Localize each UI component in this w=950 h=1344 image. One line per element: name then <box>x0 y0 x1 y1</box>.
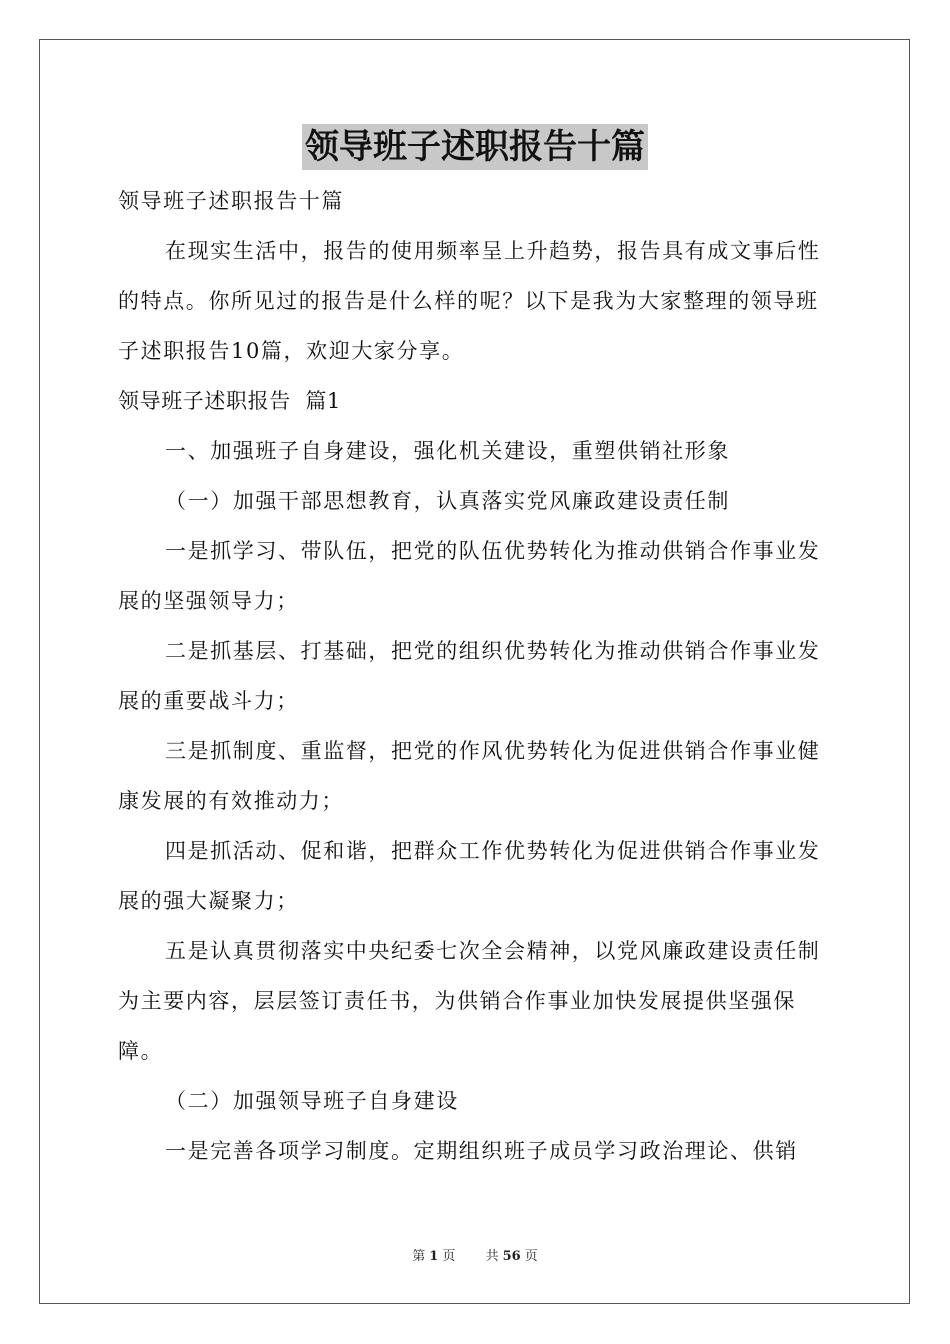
document-body <box>118 176 836 1176</box>
title-area <box>0 124 950 170</box>
page-suffix: 页 <box>442 1249 456 1264</box>
paragraph: 二是抓基层、打基础，把党的组织优势转化为推动供销合作事业发展的重要战斗力； <box>118 639 821 713</box>
paragraph: （二）加强领导班子自身建设 <box>165 1089 459 1113</box>
total-prefix: 共 <box>485 1249 499 1264</box>
paragraph: 在现实生活中，报告的使用频率呈上升趋势，报告具有成文事后性的特点。你所见过的报告是什么样的呢？以下是我为大家整理的领导班子述职报告10篇，欢迎大家分享。 <box>118 239 821 363</box>
total-suffix: 页 <box>524 1249 538 1264</box>
paragraph: 四是抓活动、促和谐，把群众工作优势转化为促进供销合作事业发展的强大凝聚力； <box>118 839 821 913</box>
page-number: 1 <box>429 1249 439 1264</box>
page-footer <box>0 1245 950 1264</box>
total-pages: 56 <box>502 1249 521 1264</box>
page-prefix: 第 <box>412 1249 426 1264</box>
paragraph: （一）加强干部思想教育，认真落实党风廉政建设责任制 <box>165 489 730 513</box>
paragraph: 一是抓学习、带队伍，把党的队伍优势转化为推动供销合作事业发展的坚强领导力； <box>118 539 821 613</box>
section-heading: 领导班子述职报告 篇1 <box>118 389 341 413</box>
document-title: 领导班子述职报告十篇 <box>302 124 648 170</box>
paragraph: 领导班子述职报告十篇 <box>118 189 344 213</box>
page-number-label <box>410 1249 457 1264</box>
paragraph: 五是认真贯彻落实中央纪委七次全会精神，以党风廉政建设责任制为主要内容，层层签订责任书，为供销合作事业加快发展提供坚强保障。 <box>118 939 821 1063</box>
paragraph: 一、加强班子自身建设，强化机关建设，重塑供销社形象 <box>165 439 730 463</box>
paragraph: 一是完善各项学习制度。定期组织班子成员学习政治理论、供销 <box>165 1139 798 1163</box>
total-pages-label <box>484 1249 540 1264</box>
paragraph: 三是抓制度、重监督，把党的作风优势转化为促进供销合作事业健康发展的有效推动力； <box>118 739 821 813</box>
